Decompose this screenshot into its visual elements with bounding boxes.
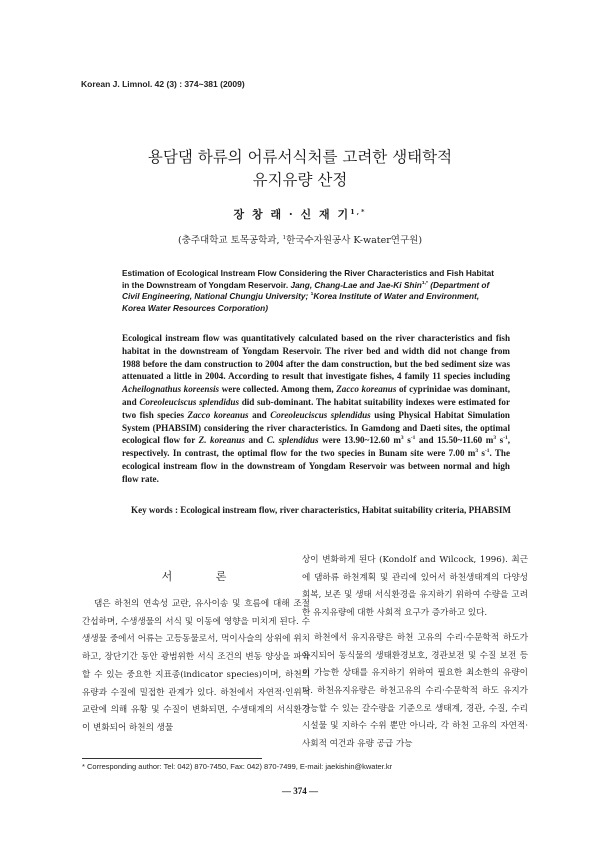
left-column	[82, 552, 310, 738]
abstract-text: Ecological instream flow was quantitatively calculated based on the river characteristics and fish habitat in the downstream of Yongdam Reservoir. The river bed and width did not change from 1988 before the dam construction to 2004 after the dam construction, but the bed sediment size was attenuated a little in 2004. According to result that investigate fishes, 4 family 11 species including	[122, 333, 510, 382]
korean-affiliation-sup: 1	[282, 235, 287, 241]
species-name: Z. koreanus	[198, 435, 245, 446]
english-affiliation-b: Korea Institute of Water and Environment, Korea Water Resources Corporation)	[122, 291, 480, 313]
korean-affiliation-b: 한국수자원공사 K-water연구원)	[286, 235, 423, 246]
abstract-text: s	[499, 435, 504, 446]
unit-superscript: -1	[503, 435, 508, 442]
footnote-divider	[82, 758, 262, 759]
paragraph: 상이 변화하게 된다 (Kondolf and Wilcock, 1996). 최근에 댐하류 하천계획 및 관리에 있어서 하천생태계의 다양성 회복, 보존 및 생태 서식환경을 유지하기 위하여 수량을 고려한 유지유량에 대한 사회적 요구가 증가하고 있다.	[302, 555, 528, 619]
paragraph: 댐은 하천의 연속성 교란, 유사이송 및 흐름에 대해 조절 간섭하며, 수생생물의 서식 및 이동에 영향을 미치게 된다. 수생생물 중에서 어류는 고등동물로서, 먹이사슬의 상위에 위치하고, 장단기간 동안 광범위한 서식 조건의 변동 양상을 파악할 수 있는 중요한 지표종(indicator species)이며, 하천의 유량과 수질에 밀접한 관계가 있다. 하천에서 자연적·인위적 교란에 의해 유황 및 수질이 변화되면, 수생태계의 서식환경이 변화되어 하천의 생물	[82, 599, 310, 733]
english-affiliation-sup: 1	[310, 291, 314, 297]
abstract-text: and	[248, 435, 264, 446]
abstract-text: s	[481, 448, 485, 459]
korean-title-line-2: 유지유량 산정	[252, 171, 348, 189]
right-column	[302, 552, 528, 754]
english-affiliation-a: (Department of Civil Engineering, National Chungju University;	[122, 279, 490, 301]
korean-affiliation-a: (충주대학교 토목공학과,	[177, 235, 280, 246]
korean-title-line-1: 용담댐 하류의 어류서식처를 고려한 생태학적	[147, 148, 453, 166]
species-name: Acheilognathus koreensis	[122, 384, 220, 395]
english-authors: Jang, Chang-Lae and Jae-Ki Shin	[290, 279, 422, 290]
page-number: — 374 —	[282, 786, 318, 796]
korean-title	[0, 146, 600, 192]
abstract-text: and	[252, 409, 267, 420]
abstract-text: . The ecological instream flow in the downstream of Yongdam Reservoir was between normal and high flow rate.	[122, 448, 511, 484]
unit-superscript: 3	[493, 435, 497, 442]
english-authors-sup: 1,*	[421, 279, 428, 286]
unit-superscript: -1	[410, 435, 416, 442]
abstract-text: s	[407, 435, 411, 446]
unit-superscript: 3	[400, 435, 404, 442]
paragraph: 하천에서 유지유량은 하천 고유의 수리·수문학적 하도가 유지되어 동식물의 생태환경보호, 경관보전 및 수질 보전 등이 가능한 상태를 유지하기 위하여 필요한 최소한의 유량이다. 하천유지유량은 하천고유의 수리·수문학적 하도 유지가 가능할 수 있는 갈수량을 기준으로 생태계, 경관, 수질, 수리 시설물 및 지하수 수위 뿐만 아니라, 각 하천 고유의 자연적·사회적 여건과 유량 공급 가능	[302, 632, 528, 750]
species-name: C. splendidus	[266, 435, 319, 446]
abstract-text: of cyprinidae was dominant, and	[122, 384, 510, 407]
species-name: Zacco koreanus	[336, 384, 397, 395]
journal-citation: Korean J. Limnol. 42 (3) : 374~381 (2009)	[81, 79, 245, 89]
abstract-text: and 15.50~11.60 m	[418, 435, 494, 446]
unit-superscript: 3	[475, 448, 479, 455]
english-title: Estimation of Ecological Instream Flow Considering the River Characteristics and Fish Habitat in the Downstream of Yongdam Reservoir.	[122, 268, 495, 290]
korean-authors-sup: 1,*	[350, 208, 367, 216]
unit-superscript: -1	[484, 448, 490, 455]
species-name: Coreoleuciscus splendidus	[139, 396, 240, 407]
species-name: Zacco koreanus	[187, 409, 249, 420]
abstract-text: using Physical Habitat Simulation System (PHABSIM) considering the river characteristics. In Gamdong and Daeti sites, the optimal ecological flow for	[122, 409, 510, 446]
abstract-text: were 13.90~12.60 m	[322, 435, 401, 446]
keywords: Key words : Ecological instream flow, river characteristics, Habitat suitability criteria, PHABSIM	[131, 505, 512, 515]
species-name: Coreoleuciscus splendidus	[270, 409, 371, 420]
korean-affiliation	[0, 232, 600, 246]
english-title-block	[122, 268, 502, 314]
abstract-text: were collected. Among them,	[221, 384, 334, 395]
abstract-text: , respectively. In contrast, the optimal flow for the two species in Bunam site were 7.00 m	[122, 435, 511, 459]
footnote-corresponding-author: * Corresponding author: Tel: 042) 870-7450, Fax: 042) 870-7499, E-mail: jaekishin@kwater.kr	[82, 762, 393, 771]
abstract-text: did sub-dominant. The habitat suitability indexes were estimated for two fish species	[122, 396, 510, 420]
korean-authors	[0, 206, 600, 222]
abstract	[122, 332, 510, 486]
korean-authors-names: 장 창 래 · 신 재 기	[233, 208, 351, 221]
section-heading-introduction: 서 론	[161, 570, 247, 583]
